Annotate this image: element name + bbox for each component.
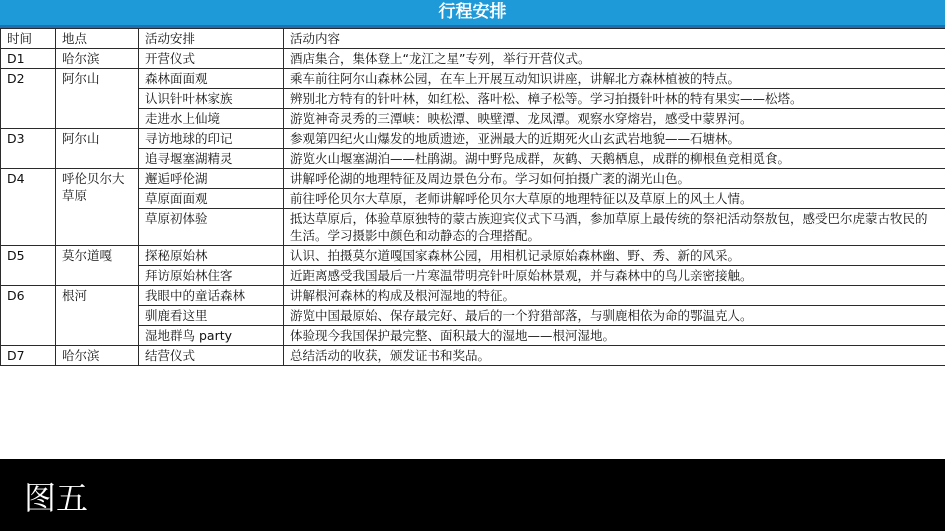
activity-cell: 拜访原始林住客 bbox=[139, 266, 284, 286]
activity-cell: 森林面面观 bbox=[139, 69, 284, 89]
day-cell: D3 bbox=[1, 129, 56, 169]
content-cell: 体验现今我国保护最完整、面积最大的湿地——根河湿地。 bbox=[284, 326, 945, 346]
header-place: 地点 bbox=[56, 29, 139, 49]
table-row bbox=[1, 109, 945, 129]
content-cell: 认识、拍摄莫尔道嘎国家森林公园，用相机记录原始森林幽、野、秀、新的风采。 bbox=[284, 246, 945, 266]
table-row bbox=[1, 189, 945, 209]
content-cell: 辨别北方特有的针叶林，如红松、落叶松、樟子松等。学习拍摄针叶林的特有果实——松塔。 bbox=[284, 89, 945, 109]
day-cell: D2 bbox=[1, 69, 56, 129]
table-row bbox=[1, 326, 945, 346]
day-cell: D5 bbox=[1, 246, 56, 286]
day-cell: D7 bbox=[1, 346, 56, 366]
day-cell: D6 bbox=[1, 286, 56, 346]
activity-cell: 追寻堰塞湖精灵 bbox=[139, 149, 284, 169]
table-row bbox=[1, 286, 945, 306]
activity-cell: 湿地群鸟 party bbox=[139, 326, 284, 346]
activity-cell: 驯鹿看这里 bbox=[139, 306, 284, 326]
table-row bbox=[1, 149, 945, 169]
content-cell: 游览中国最原始、保存最完好、最后的一个狩猎部落，与驯鹿相依为命的鄂温克人。 bbox=[284, 306, 945, 326]
place-cell: 阿尔山 bbox=[56, 69, 139, 129]
content-cell: 前往呼伦贝尔大草原，老师讲解呼伦贝尔大草原的地理特征以及草原上的风土人情。 bbox=[284, 189, 945, 209]
table-row bbox=[1, 169, 945, 189]
page-title: 行程安排 bbox=[0, 0, 945, 25]
header-content: 活动内容 bbox=[284, 29, 945, 49]
activity-cell: 开营仪式 bbox=[139, 49, 284, 69]
footer-bar bbox=[0, 459, 945, 531]
content-cell: 游览神奇灵秀的三潭峡：映松潭、映壁潭、龙凤潭。观察水穿熔岩，感受中蒙界河。 bbox=[284, 109, 945, 129]
activity-cell: 草原初体验 bbox=[139, 209, 284, 246]
day-cell: D4 bbox=[1, 169, 56, 246]
content-cell: 讲解根河森林的构成及根河湿地的特征。 bbox=[284, 286, 945, 306]
content-cell: 近距离感受我国最后一片寒温带明亮针叶原始林景观，并与森林中的鸟儿亲密接触。 bbox=[284, 266, 945, 286]
table-row bbox=[1, 69, 945, 89]
place-cell: 阿尔山 bbox=[56, 129, 139, 169]
place-cell: 哈尔滨 bbox=[56, 346, 139, 366]
activity-cell: 探秘原始林 bbox=[139, 246, 284, 266]
itinerary-table bbox=[0, 28, 945, 366]
activity-cell: 认识针叶林家族 bbox=[139, 89, 284, 109]
table-row bbox=[1, 246, 945, 266]
table-row bbox=[1, 49, 945, 69]
activity-cell: 我眼中的童话森林 bbox=[139, 286, 284, 306]
activity-cell: 寻访地球的印记 bbox=[139, 129, 284, 149]
header-time: 时间 bbox=[1, 29, 56, 49]
place-cell: 莫尔道嘎 bbox=[56, 246, 139, 286]
table-row bbox=[1, 306, 945, 326]
place-cell: 呼伦贝尔大草原 bbox=[56, 169, 139, 246]
table-row bbox=[1, 89, 945, 109]
table-row bbox=[1, 346, 945, 366]
table-header-row bbox=[1, 29, 945, 49]
content-cell: 讲解呼伦湖的地理特征及周边景色分布。学习如何拍摄广袤的湖光山色。 bbox=[284, 169, 945, 189]
table-row bbox=[1, 266, 945, 286]
place-cell: 哈尔滨 bbox=[56, 49, 139, 69]
activity-cell: 邂逅呼伦湖 bbox=[139, 169, 284, 189]
activity-cell: 结营仪式 bbox=[139, 346, 284, 366]
header-activity: 活动安排 bbox=[139, 29, 284, 49]
figure-label: 图五 bbox=[24, 479, 89, 517]
content-cell: 游览火山堰塞湖泊——杜鹃湖。湖中野凫成群，灰鹤、天鹅栖息，成群的柳根鱼竞相觅食。 bbox=[284, 149, 945, 169]
day-cell: D1 bbox=[1, 49, 56, 69]
activity-cell: 草原面面观 bbox=[139, 189, 284, 209]
content-cell: 抵达草原后，体验草原独特的蒙古族迎宾仪式下马酒，参加草原上最传统的祭祀活动祭敖包，感受巴尔虎蒙古牧民的生活。学习摄影中颜色和动静态的合理搭配。 bbox=[284, 209, 945, 246]
table-row bbox=[1, 129, 945, 149]
activity-cell: 走进水上仙境 bbox=[139, 109, 284, 129]
content-cell: 酒店集合，集体登上“龙江之星”专列，举行开营仪式。 bbox=[284, 49, 945, 69]
content-cell: 参观第四纪火山爆发的地质遗迹，亚洲最大的近期死火山玄武岩地貌——石塘林。 bbox=[284, 129, 945, 149]
content-cell: 乘车前往阿尔山森林公园，在车上开展互动知识讲座，讲解北方森林植被的特点。 bbox=[284, 69, 945, 89]
content-cell: 总结活动的收获，颁发证书和奖品。 bbox=[284, 346, 945, 366]
place-cell: 根河 bbox=[56, 286, 139, 346]
table-row bbox=[1, 209, 945, 246]
